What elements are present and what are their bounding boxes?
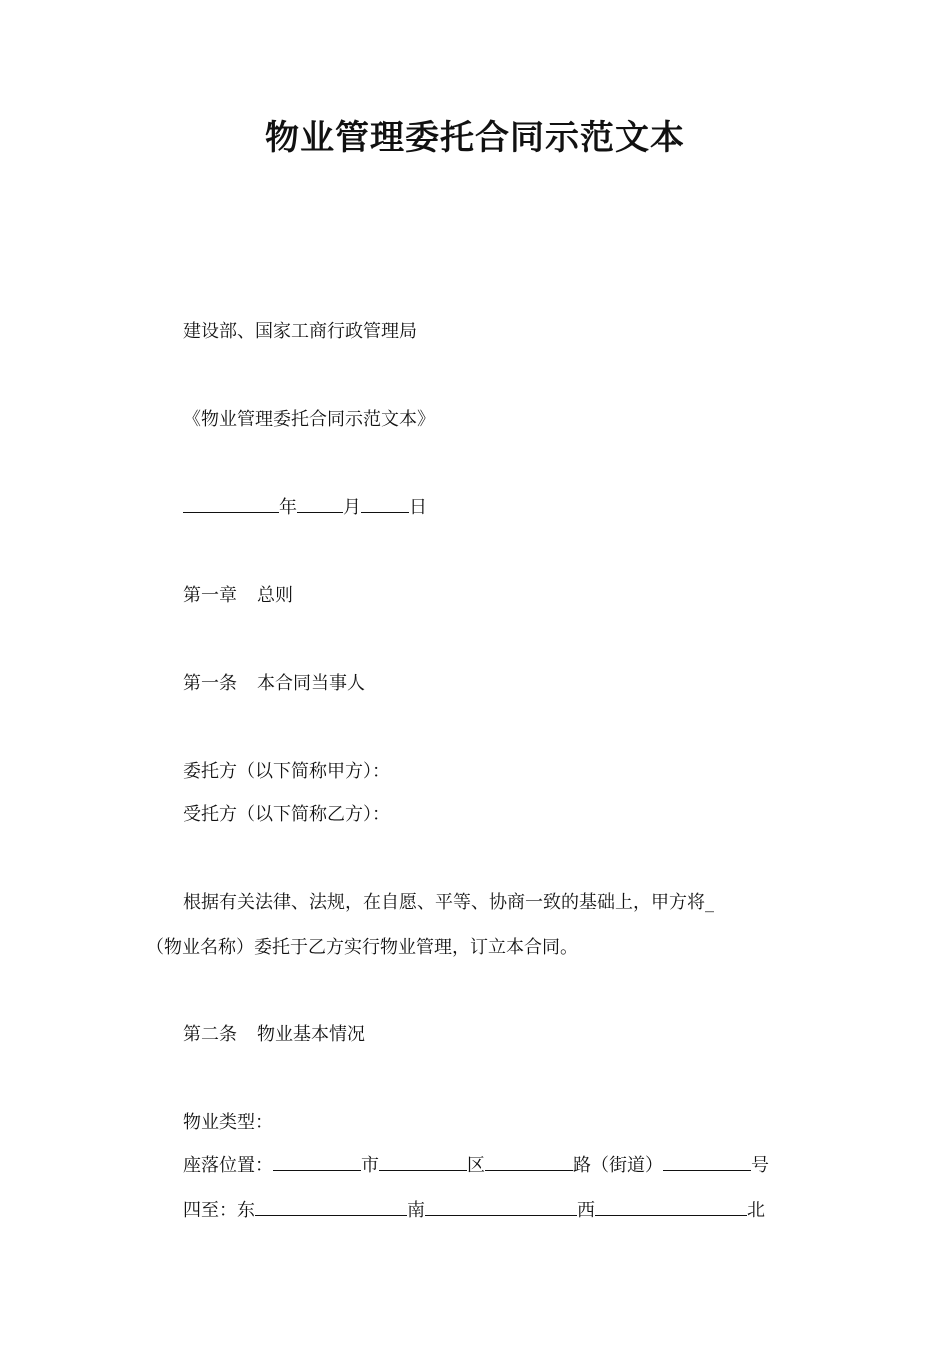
number-blank	[663, 1152, 751, 1171]
month-blank	[297, 494, 343, 513]
city-label: 市	[361, 1155, 379, 1176]
property-type-line: 物业类型：	[183, 1112, 273, 1133]
west-label: 西	[577, 1200, 595, 1221]
day-label: 日	[409, 497, 427, 518]
district-label: 区	[467, 1155, 485, 1176]
year-blank	[183, 494, 279, 513]
party-a-line: 委托方（以下简称甲方）：	[183, 761, 390, 782]
west-blank	[595, 1197, 747, 1216]
south-blank	[425, 1197, 577, 1216]
east-blank	[255, 1197, 407, 1216]
month-label: 月	[343, 497, 361, 518]
chapter-name: 总则	[257, 585, 293, 606]
article-2-heading	[183, 1021, 365, 1049]
paragraph-1-line-2: （物业名称）委托于乙方实行物业管理，订立本合同。	[146, 937, 578, 958]
north-label: 北	[747, 1200, 765, 1221]
chapter-number: 第一章	[183, 585, 237, 606]
district-blank	[379, 1152, 467, 1171]
chapter-heading	[183, 582, 293, 610]
article-2-number: 第二条	[183, 1024, 237, 1045]
location-label: 座落位置：	[183, 1155, 273, 1176]
road-label: 路（街道）	[573, 1155, 663, 1176]
article-1-heading	[183, 670, 365, 698]
south-label: 南	[407, 1200, 425, 1221]
article-1-name: 本合同当事人	[257, 673, 365, 694]
article-1-number: 第一条	[183, 673, 237, 694]
issuer-line: 建设部、国家工商行政管理局	[183, 321, 417, 342]
boundaries-line	[183, 1197, 765, 1225]
day-blank	[361, 494, 409, 513]
document-name-line: 《物业管理委托合同示范文本》	[183, 409, 435, 430]
city-blank	[273, 1152, 361, 1171]
document-title: 物业管理委托合同示范文本	[265, 118, 685, 158]
road-blank	[485, 1152, 573, 1171]
year-label: 年	[279, 497, 297, 518]
location-line	[183, 1152, 769, 1180]
number-label: 号	[751, 1155, 769, 1176]
date-line	[183, 494, 427, 522]
boundaries-label: 四至：东	[183, 1200, 255, 1221]
article-2-name: 物业基本情况	[257, 1024, 365, 1045]
party-b-line: 受托方（以下简称乙方）：	[183, 804, 390, 825]
paragraph-1-line-1: 根据有关法律、法规，在自愿、平等、协商一致的基础上，甲方将_	[183, 892, 714, 913]
